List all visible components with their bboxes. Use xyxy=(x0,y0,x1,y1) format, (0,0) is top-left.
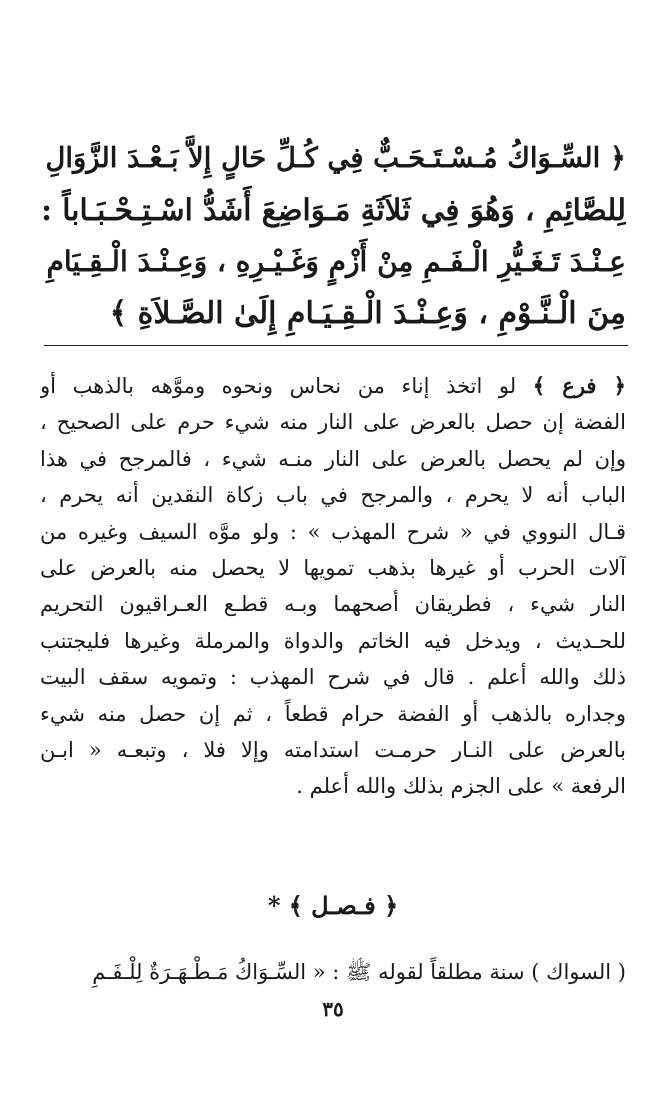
sharh-line-12: الرفعة » على الجزم بذلك والله أعلم . xyxy=(296,774,626,799)
matn-line-4: مِنَ الْـنَّـوْمِ ، وَعِـنْـدَ الْـقِـيَـامِ إِلَىٰ الصَّـلاَةِ ﴾ xyxy=(109,296,626,331)
sharh-block xyxy=(40,368,626,805)
sharh-line-8: للحـديث ، ويدخل فيه الخاتم والدواة والمرملة وغيرها فليجتنب xyxy=(40,628,626,653)
sharh-line-3: وإن لم يحصل بالعرض على النار منـه شيء ، فالمرجح في هذا xyxy=(40,446,626,471)
siwak-sentence: ( السواك ) سنة مطلقاً لقوله ﷺ : « السِّـوَاكُ مَـطْـهَـرَةٌ لِلْـفَـمِ xyxy=(92,960,626,984)
sharh-first-line-text: لو اتخذ إناء من نحاس ونحوه وموَّهه بالذهب أو xyxy=(40,374,517,398)
separator-rule xyxy=(44,345,628,346)
sharh-line-11: بالعرض على النـار حرمـت استدامته وإلا فلا ، وتبعـه « ابـن xyxy=(40,738,626,763)
page-number: ٣٥ xyxy=(322,997,344,1021)
sharh-line-5: قـال النووي في « شرح المهذب » : ولو موَّه السيف وغيره من xyxy=(40,519,626,544)
matn-line-3: عِـنْـدَ تَـغَـيُّرِ الْـفَـمِ مِنْ أَزْمٍ وَغَـيْـرِهِ ، وَعِـنْـدَ الْـقِـيَامِ xyxy=(46,245,626,278)
fara-heading: ﴿ فرع ﴾ xyxy=(532,373,626,398)
sharh-line-10: وجداره بالذهب أو الفضة حرام قطعاً ، ثم إن حصل منه شيء xyxy=(40,701,626,726)
matn-block xyxy=(40,132,626,340)
sharh-line-6: آلات الحرب أو غيرها بذهب تمويها لا يحصل منه بالعرض على xyxy=(40,556,626,581)
sharh-line-1 xyxy=(40,368,626,404)
matn-line-1: ﴿ السِّـوَاكُ مُـسْـتَـحَـبٌّ فِي كُـلِّ حَالٍ إِلاَّ بَـعْـدَ الزَّوَالِ xyxy=(45,142,626,174)
sharh-line-9: ذلك والله أعلم . قال في شرح المهذب : وتمويه سقف البيت xyxy=(40,665,626,690)
matn-line-2: لِلصَّائِمِ ، وَهُوَ فِي ثَلاَثَةِ مَـوَاضِعَ أَشَدُّ اسْـتِـحْـبَـاباً : xyxy=(41,192,626,227)
fasl-heading: ﴿ فـصـل ﴾ * xyxy=(267,891,399,920)
sharh-line-4: الباب أنه لا يحرم ، والمرجح في باب زكاة النقدين أنه يحرم ، xyxy=(40,483,626,508)
sharh-line-7: النار شيء ، فطريقان أصحهما وبـه قطـع العـراقيون التحريم xyxy=(40,592,626,617)
sharh-line-2: الفضة إن حصل بالعرض على النار منه شيء حرم على الصحيح ، xyxy=(40,410,626,435)
